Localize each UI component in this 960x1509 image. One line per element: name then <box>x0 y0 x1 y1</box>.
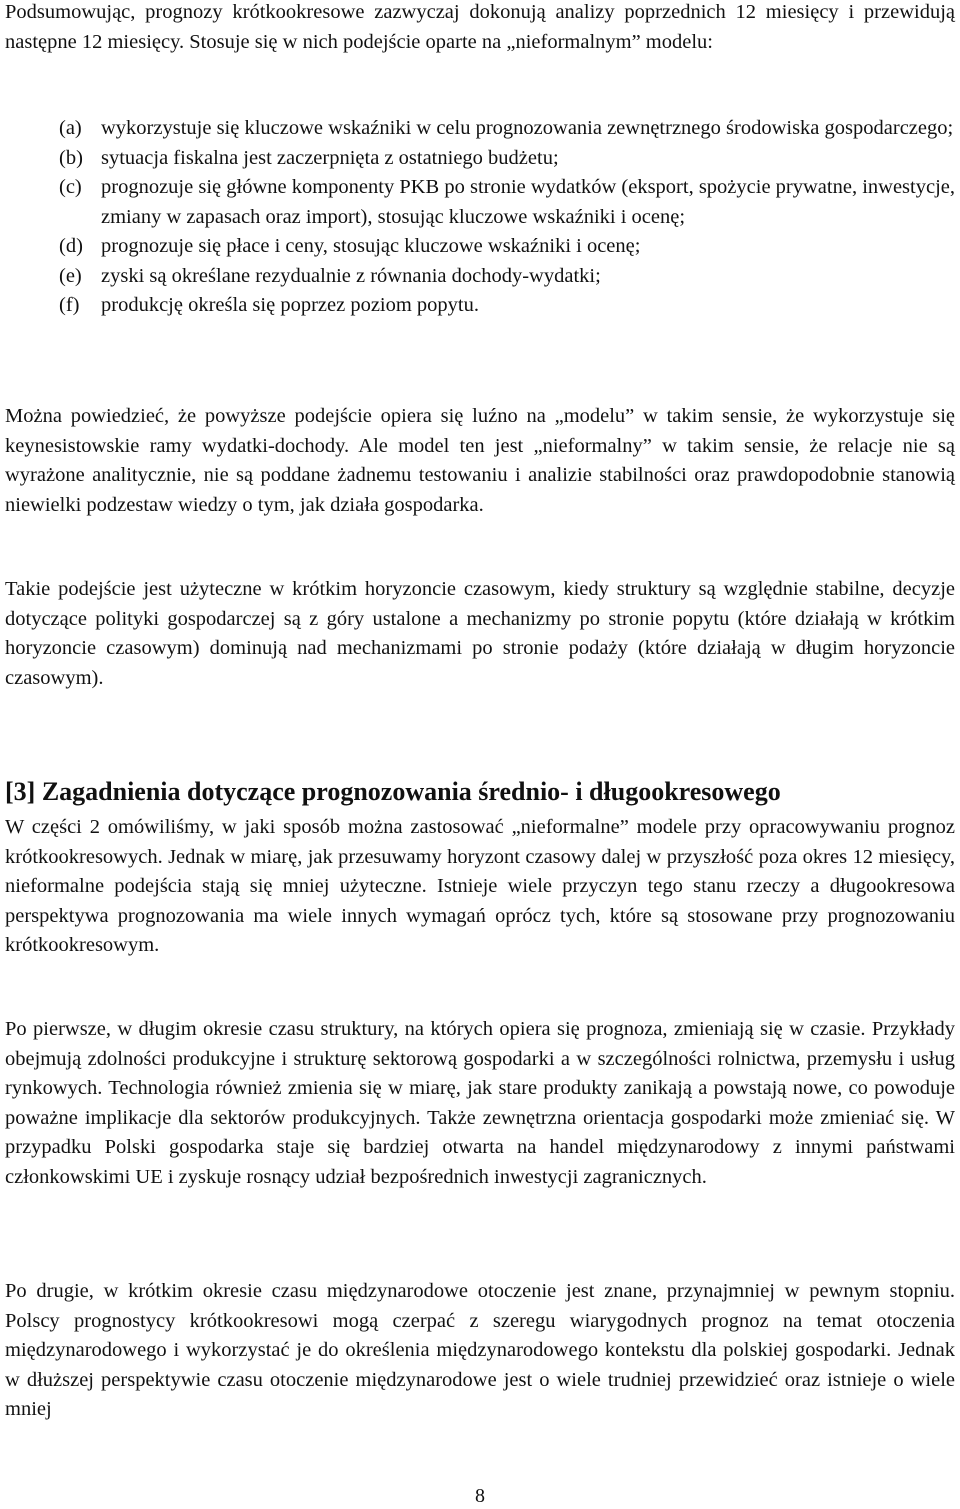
list-item-text: prognozuje się główne komponenty PKB po stronie wydatków (eksport, spożycie prywatne, inwestycje, zmiany w zapasach oraz import), stosując kluczowe wskaźniki i ocenę; <box>101 176 955 228</box>
intro-paragraph: Podsumowując, prognozy krótkookresowe zazwyczaj dokonują analizy poprzednich 12 miesięcy i przewidują następne 12 miesięcy. Stosuje się w nich podejście oparte na „nieformalnym” modelu: <box>5 1 955 53</box>
paragraph-informal-model: Można powiedzieć, że powyższe podejście opiera się luźno na „modelu” w takim sensie, że wykorzystuje się keynesistowskie ramy wydatki-dochody. Ale model ten jest „nieformalny” w takim sensie, że relacje nie są wyrażone analitycznie, nie są poddane żadnemu testowaniu i analizie stabilności oraz prawdopodobnie stanowią niewielki podzestaw wiedzy o tym, jak działa gospodarka. <box>5 405 955 516</box>
approach-list <box>5 114 955 321</box>
list-item <box>5 173 955 232</box>
list-marker: (f) <box>59 294 80 316</box>
list-item <box>5 114 955 144</box>
list-item-text: zyski są określane rezydualnie z równania dochody-wydatki; <box>101 264 601 287</box>
list-item <box>5 262 955 292</box>
list-item-text: sytuacja fiskalna jest zaczerpnięta z ostatniego budżetu; <box>101 146 559 169</box>
paragraph-first-reason: Po pierwsze, w długim okresie czasu struktury, na których opiera się prognoza, zmieniają się w czasie. Przykłady obejmują zdolności produkcyjne i strukturę sektorową gospodarki a w szczególności rolnictwa, przemysłu i usług rynkowych. Technologia również zmienia się w miarę, jak stare produkty zanikają a powstają nowe, co powoduje poważne implikacje dla sektorów produkcyjnych. Także zewnętrzna orientacja gospodarki może zmieniać się. W przypadku Polski gospodarka staje się bardziej otwarta na handel międzynarodowy z innymi państwami członkowskimi UE i zyskuje rosnący udział bezpośrednich inwestycji zagranicznych. <box>5 1018 955 1188</box>
paragraph-section-intro: W części 2 omówiliśmy, w jaki sposób można zastosować „nieformalne” modele przy opracowywaniu prognoz krótkookresowych. Jednak w miarę, jak przesuwamy horyzont czasowy dalej w przyszłość poza okres 12 miesięcy, nieformalne podejścia stają się mniej użyteczne. Istnieje wiele przyczyn tego stanu rzeczy a długookresowa perspektywa prognozowania ma wiele innych wymagań oprócz tych, które są stosowane przy prognozowaniu krótkookresowym. <box>5 816 955 956</box>
list-marker: (d) <box>59 235 83 257</box>
list-item <box>5 144 955 174</box>
list-marker: (c) <box>59 176 82 198</box>
paragraph-second-reason: Po drugie, w krótkim okresie czasu międzynarodowe otoczenie jest znane, przynajmniej w pewnym stopniu. Polscy prognostycy krótkookresowi mogą czerpać z szeregu wiarygodnych prognoz na temat otoczenia międzynarodowego i wykorzystać je do określenia międzynarodowego kontekstu dla polskiej gospodarki. Jednak w dłuższej perspektywie czasu otoczenie międzynarodowe jest o wiele trudniej przewidzieć oraz istnieje o wiele mniej <box>5 1280 955 1420</box>
section-heading: [3] Zagadnienia dotyczące prognozowania średnio- i długookresowego <box>5 776 781 806</box>
list-item <box>5 232 955 262</box>
list-marker: (b) <box>59 146 83 169</box>
paragraph-short-horizon: Takie podejście jest użyteczne w krótkim horyzoncie czasowym, kiedy struktury są względnie stabilne, decyzje dotyczące polityki gospodarczej są z góry ustalone a mechanizmy po stronie popytu (które działają w krótkim horyzoncie czasowym) dominują nad mechanizmami po stronie podaży (które działają w długim horyzoncie czasowym). <box>5 578 955 689</box>
list-marker: (e) <box>59 264 82 287</box>
list-item <box>5 291 955 321</box>
page-number: 8 <box>475 1485 485 1507</box>
list-item-text: produkcję określa się poprzez poziom popytu. <box>101 294 479 316</box>
list-marker: (a) <box>59 117 82 139</box>
list-item-text: prognozuje się płace i ceny, stosując kluczowe wskaźniki i ocenę; <box>101 235 641 257</box>
list-item-text: wykorzystuje się kluczowe wskaźniki w celu prognozowania zewnętrznego środowiska gospodarczego; <box>101 117 954 139</box>
